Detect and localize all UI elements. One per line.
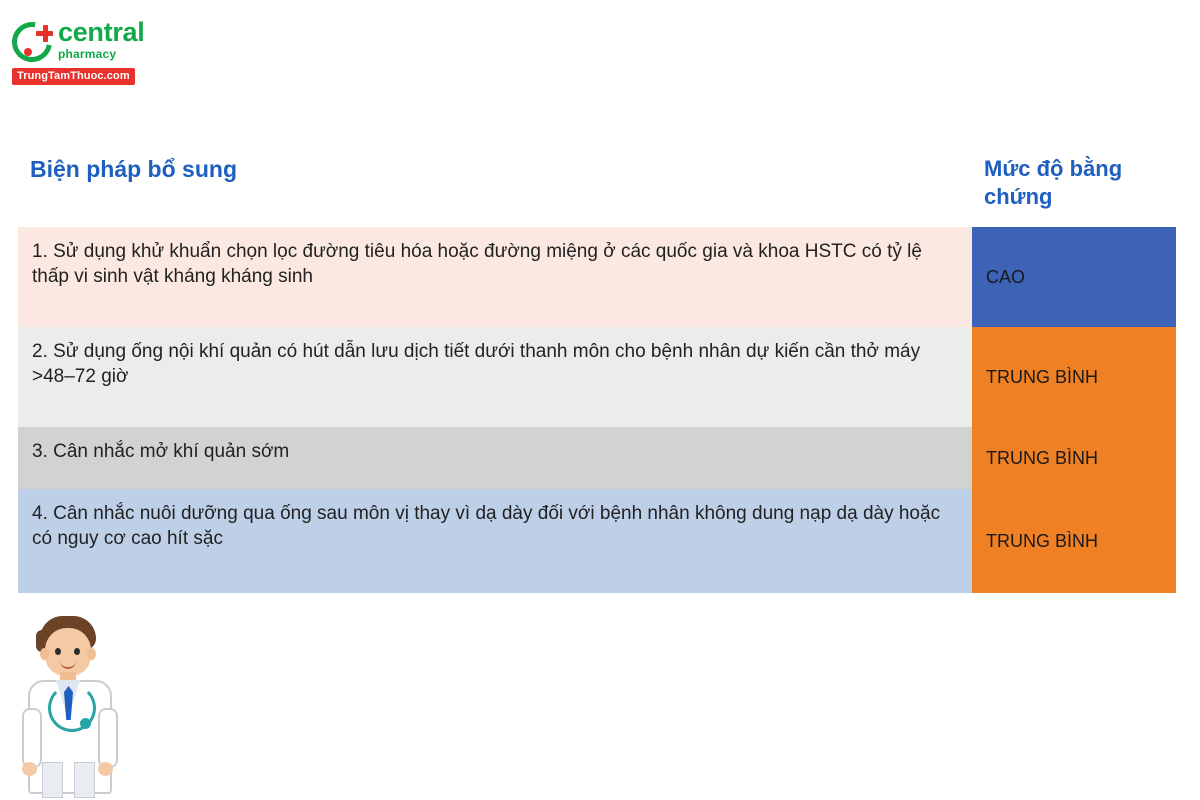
measure-text: 3. Cân nhắc mở khí quản sớm	[32, 441, 290, 462]
measure-text: 4. Cân nhắc nuôi dưỡng qua ống sau môn vị thay vì dạ dày đối với bệnh nhân không dung nạp dạ dày hoặc có nguy cơ cao hít sặc	[32, 503, 941, 550]
evidence-level-text: TRUNG BÌNH	[986, 366, 1098, 387]
table-row	[18, 227, 972, 327]
table-header-evidence	[972, 155, 1176, 210]
table-header-measures	[18, 155, 972, 184]
eye-right-shape	[74, 648, 80, 655]
table-row	[18, 489, 972, 593]
evidence-badge	[972, 327, 1176, 427]
eye-left-shape	[55, 648, 61, 655]
medical-cross-circle-icon	[12, 22, 56, 66]
ear-left-shape	[40, 648, 49, 660]
evidence-level-text: TRUNG BÌNH	[986, 447, 1098, 468]
table-header-evidence-label: Mức độ bằng chứng	[984, 156, 1123, 209]
evidence-level-text: TRUNG BÌNH	[986, 530, 1098, 551]
logo-brand-sub: pharmacy	[58, 47, 117, 61]
arm-left-shape	[22, 708, 42, 768]
doctor-illustration	[14, 612, 124, 792]
logo-brand-name: central	[58, 17, 145, 47]
leg-left-shape	[42, 762, 63, 798]
evidence-badge	[972, 427, 1176, 489]
table-header-row	[18, 155, 1176, 227]
ear-right-shape	[87, 648, 96, 660]
table-body	[18, 227, 1176, 593]
recommendations-table	[18, 155, 1176, 593]
logo-website-url: TrungTamThuoc.com	[12, 68, 135, 85]
leg-right-shape	[74, 762, 95, 798]
table-row	[18, 327, 972, 427]
measure-text: 2. Sử dụng ống nội khí quản có hút dẫn lưu dịch tiết dưới thanh môn cho bệnh nhân dự kiến cần thở máy >48–72 giờ	[32, 341, 921, 388]
hand-left-shape	[22, 762, 37, 776]
measure-text: 1. Sử dụng khử khuẩn chọn lọc đường tiêu hóa hoặc đường miệng ở các quốc gia và khoa HSTC có tỷ lệ thấp vi sinh vật kháng kháng sinh	[32, 241, 922, 288]
evidence-column	[972, 227, 1176, 593]
table-row	[18, 427, 972, 489]
arm-right-shape	[98, 708, 118, 768]
hand-right-shape	[98, 762, 113, 776]
stethoscope-chestpiece-icon	[80, 718, 91, 729]
evidence-level-text: CAO	[986, 266, 1026, 287]
measures-column	[18, 227, 972, 593]
site-logo	[8, 18, 188, 90]
logo-wordmark	[58, 19, 144, 60]
table-header-measures-label: Biện pháp bổ sung	[30, 156, 237, 182]
evidence-badge	[972, 227, 1176, 327]
evidence-badge	[972, 489, 1176, 593]
